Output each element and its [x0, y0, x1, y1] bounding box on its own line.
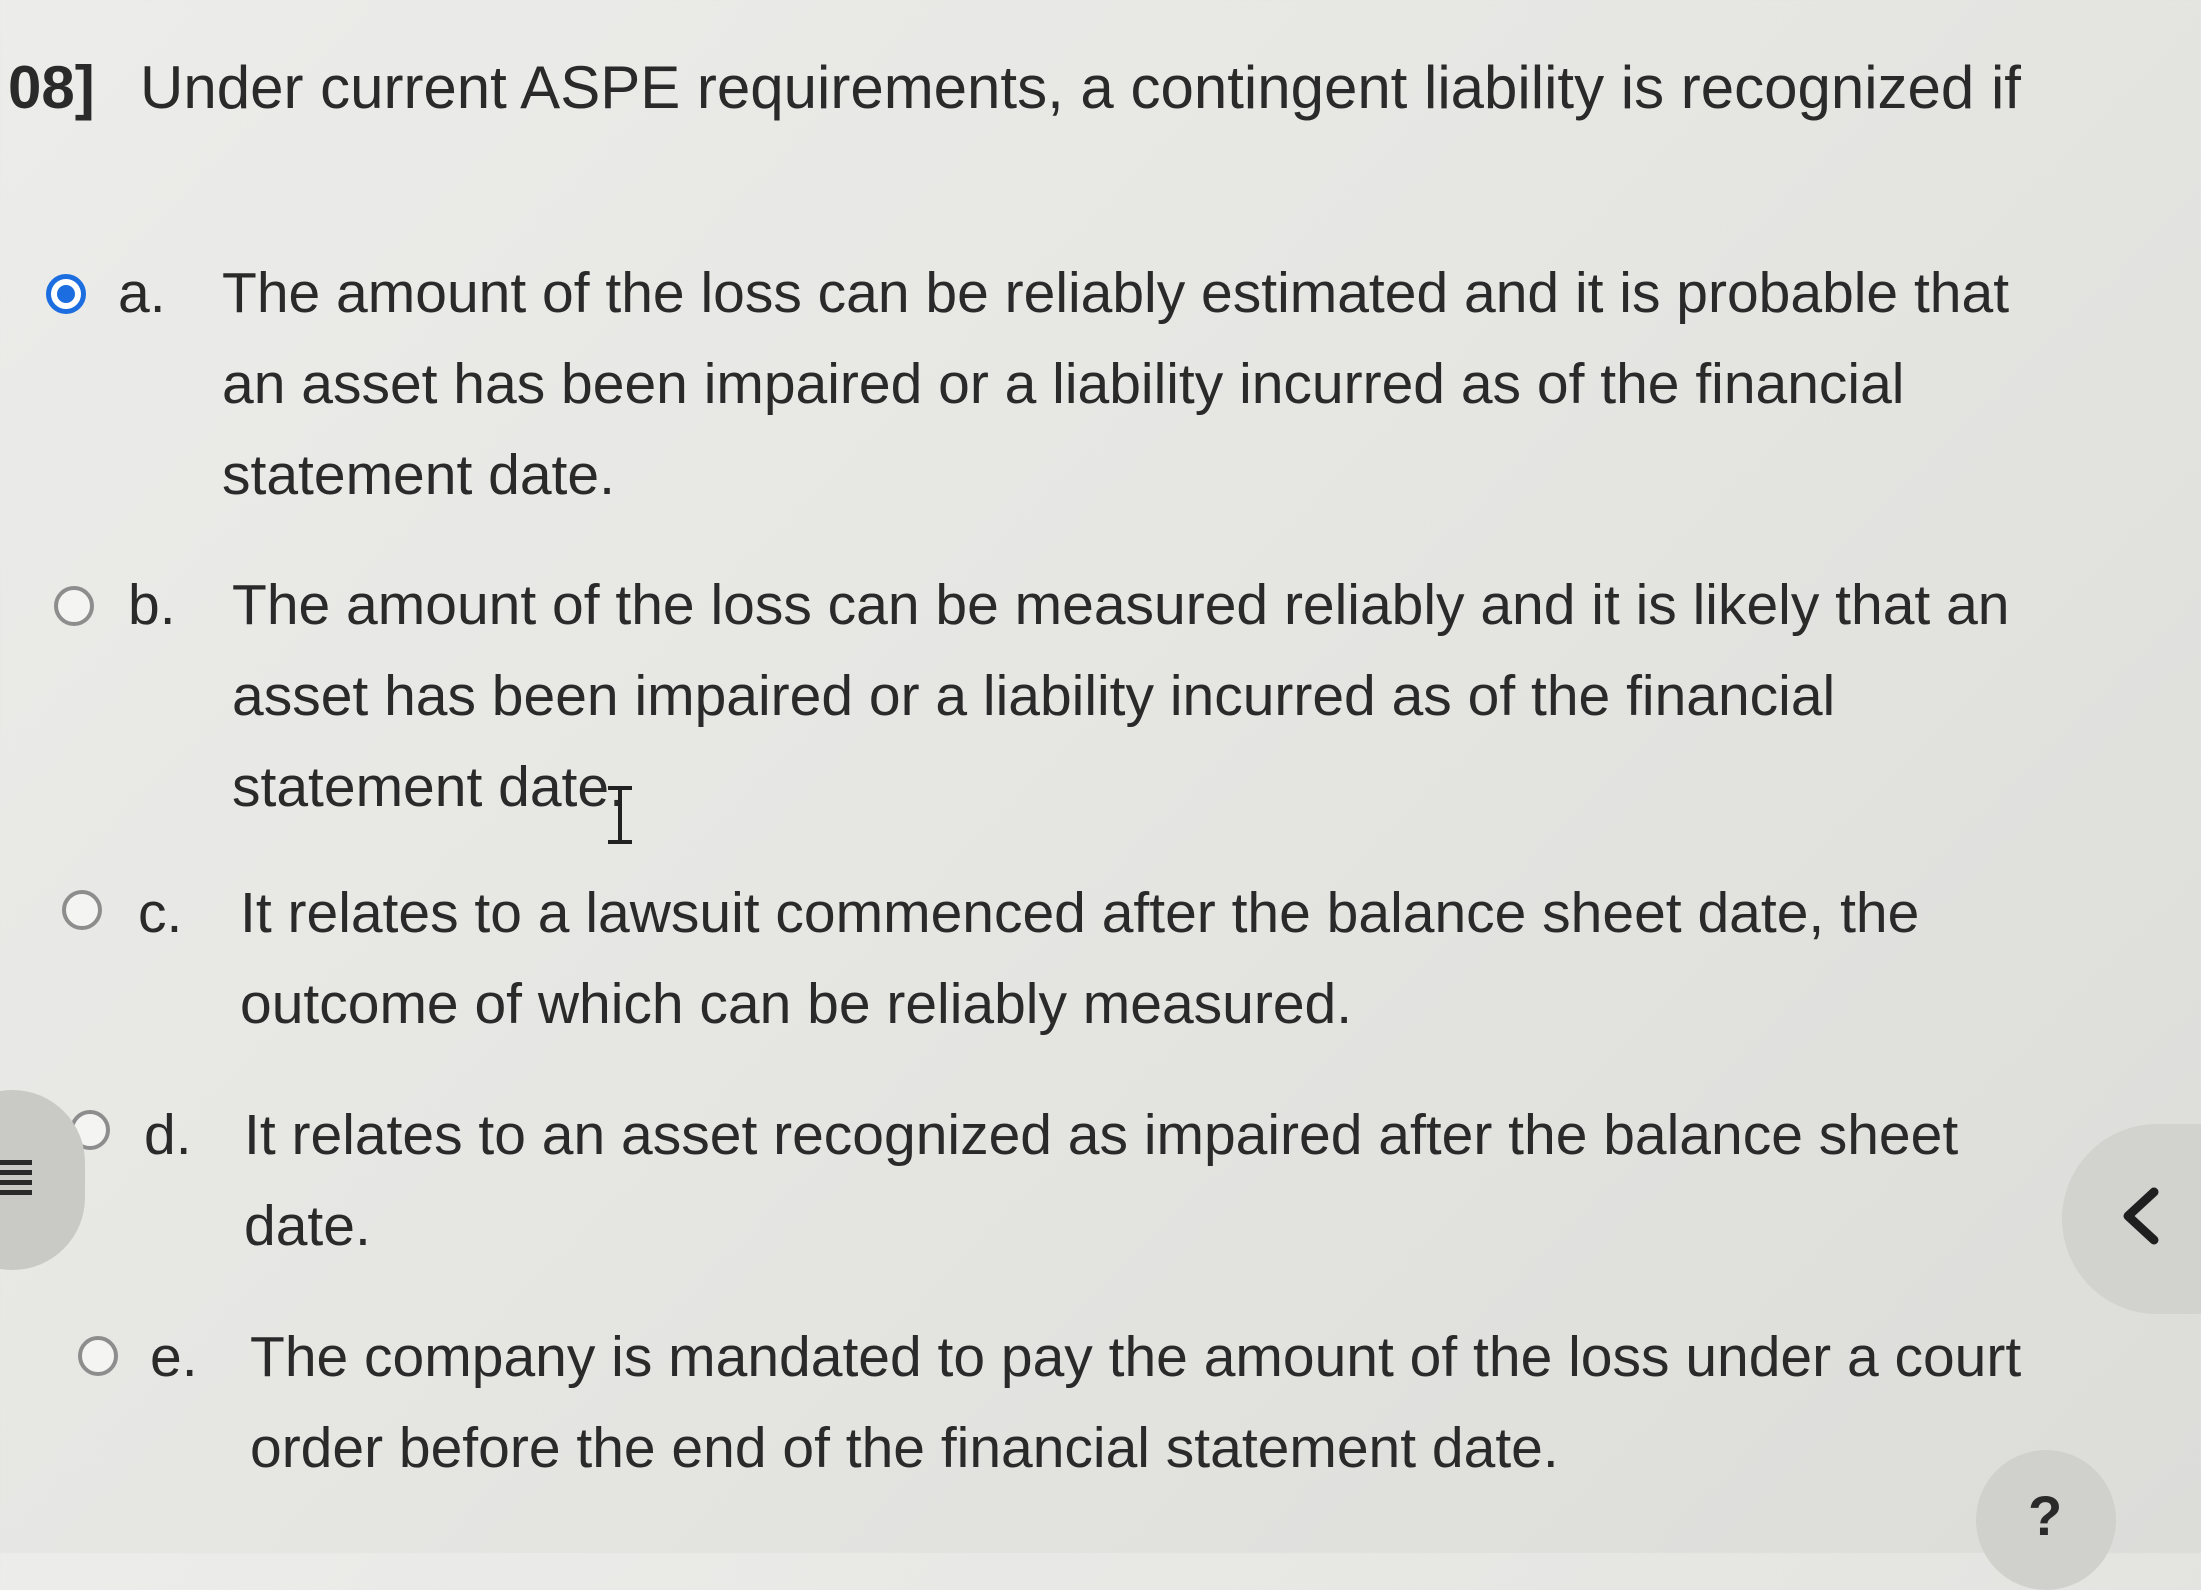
option-letter: e.: [150, 1325, 198, 1389]
option-line: statement date.: [222, 443, 615, 507]
radio-b[interactable]: [54, 586, 94, 626]
question-text: Under current ASPE requirements, a contingent liability is recognized if: [140, 54, 2021, 121]
option-text: [250, 1312, 2021, 1494]
text-cursor-icon: [598, 782, 642, 848]
radio-a[interactable]: [46, 274, 86, 314]
option-line: date.: [244, 1194, 371, 1258]
option-line: asset has been impaired or a liability incurred as of the financial: [232, 664, 1836, 728]
option-b[interactable]: [50, 560, 2160, 830]
option-line: The amount of the loss can be reliably estimated and it is probable that: [222, 261, 2010, 325]
option-letter: d.: [144, 1103, 192, 1167]
option-letter: a.: [118, 261, 166, 325]
option-letter: b.: [128, 573, 176, 637]
question-number: 08]: [8, 54, 95, 121]
question: [8, 48, 2108, 128]
option-line: order before the end of the financial statement date.: [250, 1416, 1559, 1480]
option-c[interactable]: [58, 868, 2158, 1048]
radio-c[interactable]: [62, 890, 102, 930]
option-line: It relates to a lawsuit commenced after the balance sheet date, the: [240, 881, 1920, 945]
help-icon[interactable]: ?: [2028, 1484, 2063, 1547]
option-text: [232, 560, 2009, 833]
option-line: statement date.: [232, 755, 625, 819]
option-line: an asset has been impaired or a liability incurred as of the financial: [222, 352, 1905, 416]
option-line: The company is mandated to pay the amount of the loss under a court: [250, 1325, 2022, 1389]
option-text: [244, 1090, 1958, 1272]
option-a[interactable]: [40, 248, 2160, 518]
menu-icon[interactable]: [0, 1156, 32, 1200]
option-text: [222, 248, 2009, 521]
option-e[interactable]: [76, 1312, 2136, 1492]
option-line: It relates to an asset recognized as impaired after the balance sheet: [244, 1103, 1959, 1167]
option-letter: c.: [138, 881, 183, 945]
chevron-left-icon[interactable]: [2118, 1186, 2164, 1246]
option-d[interactable]: [66, 1090, 2066, 1270]
option-line: outcome of which can be reliably measured.: [240, 972, 1353, 1036]
radio-e[interactable]: [78, 1336, 118, 1376]
option-text: [240, 868, 1919, 1050]
option-line: The amount of the loss can be measured reliably and it is likely that an: [232, 573, 2010, 637]
